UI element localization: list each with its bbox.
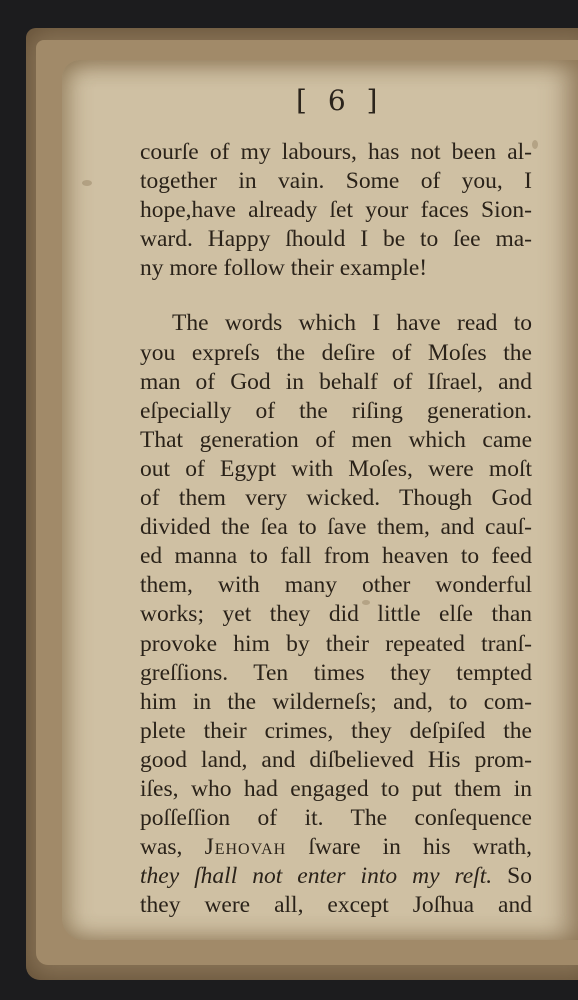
text-line: you expreſs the deſire of Moſes the <box>140 339 532 366</box>
divine-name: Jehovah <box>204 834 287 861</box>
text-line: them, with many other wonderful <box>140 572 532 599</box>
text-line: That generation of men which came <box>140 426 532 453</box>
text-line: The words which I have read to <box>172 310 532 337</box>
foxing-spot <box>82 180 92 186</box>
text-line: hope,have already ſet your faces Sion- <box>140 197 532 224</box>
text-line <box>140 833 532 862</box>
text-line: poſſeſſion of it. The conſequence <box>140 805 532 832</box>
text-line: ed manna to fall from heaven to feed <box>140 543 532 570</box>
text-line: ny more follow their example! <box>140 255 428 282</box>
text-line: greſſions. Ten times they tempted <box>140 659 532 686</box>
text-line: man of God in behalf of Iſrael, and <box>140 368 532 395</box>
text-line: provoke him by their repeated tranſ- <box>140 630 532 657</box>
text-fragment: was, <box>140 834 205 861</box>
text-fragment: ſware in his wrath, <box>286 834 532 861</box>
text-line: courſe of my labours, has not been al- <box>140 139 532 165</box>
paragraph-gap <box>140 283 532 309</box>
text-line: works; yet they did little elſe than <box>140 601 532 628</box>
text-line: of them very wicked. Though God <box>140 485 532 512</box>
text-line: plete their crimes, they deſpiſed the <box>140 717 532 744</box>
text-line: iſes, who had engaged to put them in <box>140 775 532 802</box>
text-line: ward. Happy ſhould I be to ſee ma- <box>140 226 532 253</box>
text-line: divided the ſea to ſave them, and cauſ- <box>140 514 532 541</box>
text-fragment: So <box>492 863 532 890</box>
text-line <box>140 862 532 891</box>
body-text <box>140 138 532 920</box>
text-line: out of Egypt with Moſes, were moſt <box>140 455 532 482</box>
page-number: [ 6 ] <box>296 84 384 117</box>
text-line: together in vain. Some of you, I <box>140 168 532 195</box>
scripture-quote: they ſhall not enter into my reſt. <box>140 863 493 890</box>
text-line: good land, and diſbelieved His prom- <box>140 746 532 773</box>
text-line: they were all, except Joſhua and <box>140 892 532 919</box>
foxing-spot <box>532 140 538 149</box>
text-line: him in the wilderneſs; and, to com- <box>140 688 532 715</box>
text-line: eſpecially of the riſing generation. <box>140 397 532 424</box>
